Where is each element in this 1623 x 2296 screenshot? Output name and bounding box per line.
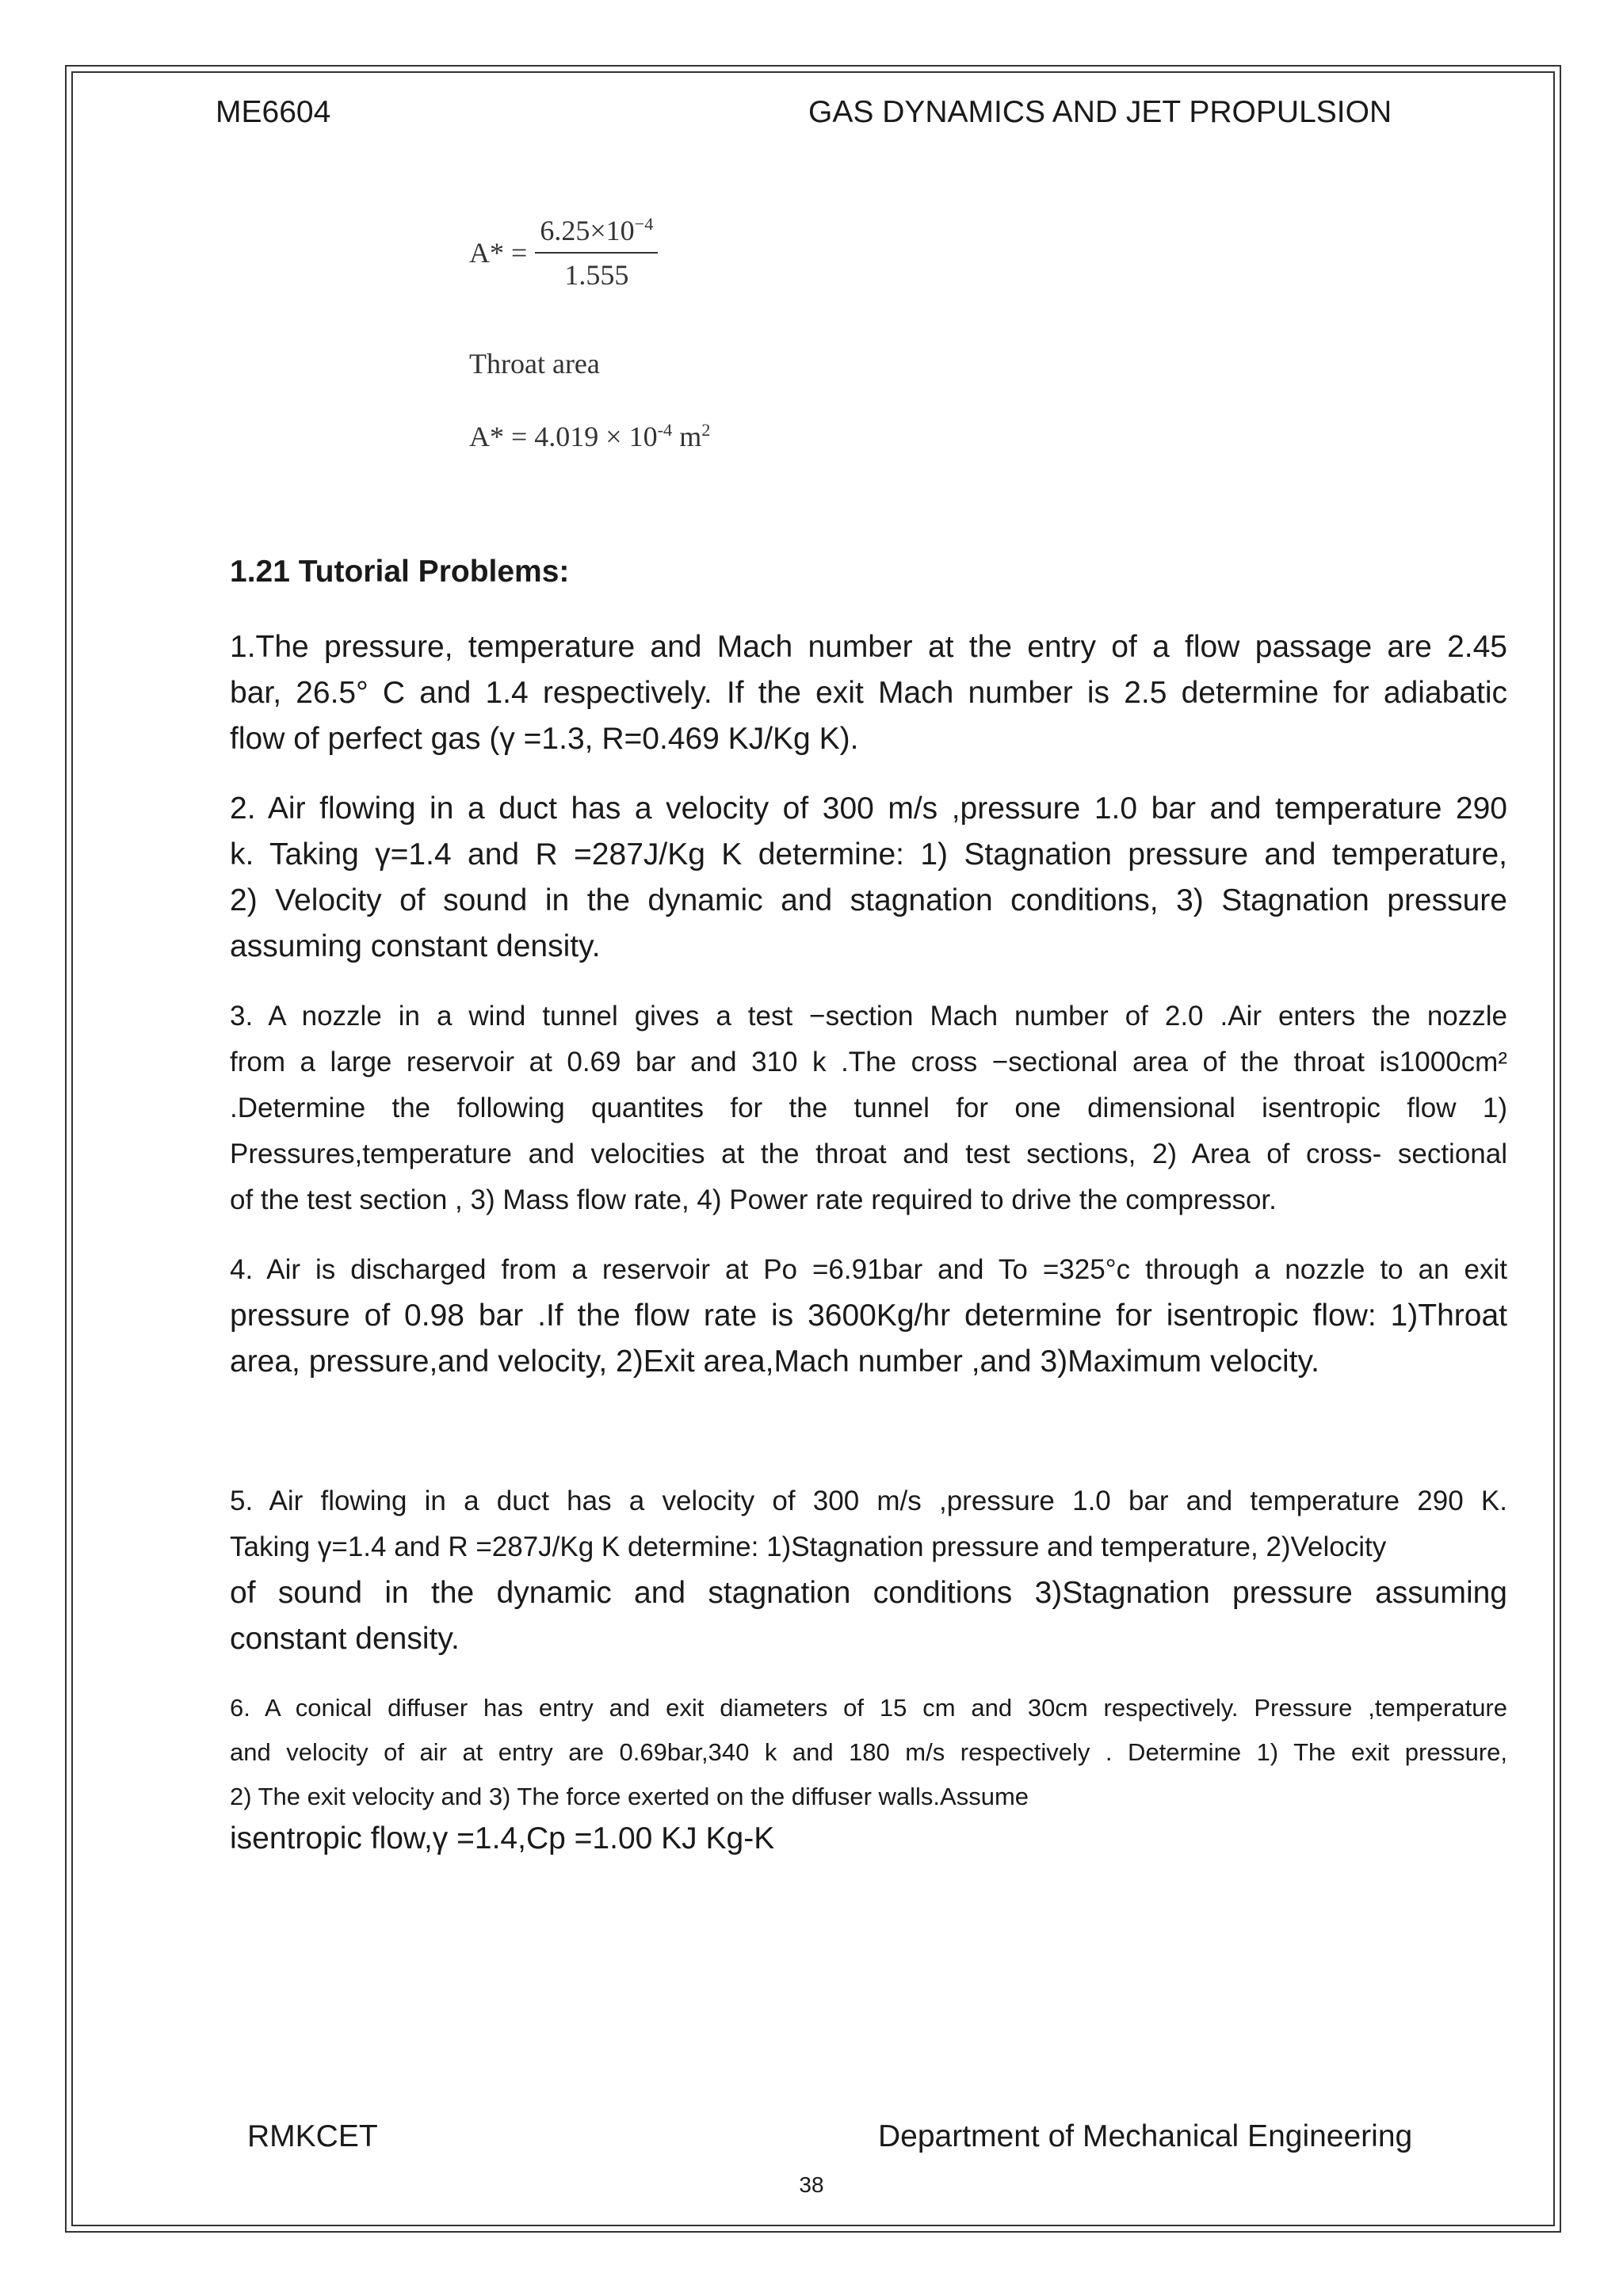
problem-5-line: Taking γ=1.4 and R =287J/Kg K determine: 1)Stagnation pressure and temperature, 2)Velocity [230, 1531, 1387, 1562]
throat-area-label: Throat area [469, 348, 600, 379]
throat-eq-base: A* = 4.019 × 10 [469, 421, 658, 452]
problem-6-line: isentropic flow,γ =1.4,Cp =1.00 KJ Kg-K [230, 1821, 775, 1855]
problem-2-line: 2) Velocity of sound in the dynamic and stagnation conditions, 3) Stagnation pressure [230, 883, 1507, 917]
problem-4-first-line [230, 1247, 1507, 1293]
problem-2 [230, 786, 1507, 970]
problem-5-line: constant density. [230, 1622, 460, 1656]
problem-3-line: 3. A nozzle in a wind tunnel gives a test −section Mach number of 2.0 .Air enters the nozzle [230, 1001, 1507, 1032]
problem-3 [230, 994, 1507, 1223]
astar-denominator: 1.555 [564, 259, 629, 291]
header-course-code: ME6604 [216, 95, 331, 129]
problem-6-small [230, 1686, 1507, 1819]
problem-5-large [230, 1570, 1507, 1662]
problem-3-line: of the test section , 3) Mass flow rate, 4) Power rate required to drive the compressor. [230, 1184, 1277, 1215]
problem-3-line: .Determine the following quantites for the tunnel for one dimensional isentropic flow 1) [230, 1093, 1507, 1123]
throat-eq-exp: -4 [657, 420, 673, 440]
astar-num-exp: −4 [634, 214, 654, 234]
problem-4-line: area, pressure,and velocity, 2)Exit area,Mach number ,and 3)Maximum velocity. [230, 1344, 1319, 1379]
problem-6-line: 2) The exit velocity and 3) The force exerted on the diffuser walls.Assume [230, 1783, 1029, 1810]
astar-formula [469, 214, 658, 292]
problem-5-line: 5. Air flowing in a duct has a velocity of 300 m/s ,pressure 1.0 bar and temperature 290 K. [230, 1486, 1507, 1516]
astar-lhs: A* = [469, 237, 528, 269]
astar-fraction [535, 214, 658, 292]
problem-6-line: 6. A conical diffuser has entry and exit diameters of 15 cm and 30cm respectively. Pressure ,temperature [230, 1694, 1507, 1722]
astar-num-base: 6.25×10 [540, 215, 635, 246]
problem-3-line: Pressures,temperature and velocities at the throat and test sections, 2) Area of cross- sectional [230, 1138, 1507, 1169]
throat-area-equation [469, 420, 710, 453]
problem-1-line: 1.The pressure, temperature and Mach number at the entry of a flow passage are 2.45 [230, 630, 1507, 664]
problem-2-line: assuming constant density. [230, 929, 601, 963]
footer-institution: RMKCET [247, 2119, 378, 2153]
footer-department: Department of Mechanical Engineering [878, 2119, 1413, 2153]
throat-eq-unit-exp: 2 [701, 420, 711, 440]
problem-1 [230, 624, 1507, 762]
throat-eq-unit: m [672, 421, 702, 452]
problem-1-line: bar, 26.5° C and 1.4 respectively. If the exit Mach number is 2.5 determine for adiabatic [230, 676, 1507, 710]
problem-2-line: k. Taking γ=1.4 and R =287J/Kg K determine: 1) Stagnation pressure and temperature, [230, 837, 1507, 871]
section-title: 1.21 Tutorial Problems: [230, 555, 570, 589]
astar-numerator [535, 214, 658, 254]
problem-5-small [230, 1478, 1507, 1570]
problem-4-line: 4. Air is discharged from a reservoir at Po =6.91bar and To =325°c through a nozzle to an exit [230, 1254, 1507, 1285]
problem-5-line: of sound in the dynamic and stagnation conditions 3)Stagnation pressure assuming [230, 1576, 1507, 1610]
problem-4-line: pressure of 0.98 bar .If the flow rate is 3600Kg/hr determine for isentropic flow: 1)Throat [230, 1299, 1507, 1333]
header-course-title: GAS DYNAMICS AND JET PROPULSION [808, 95, 1392, 129]
problem-2-line: 2. Air flowing in a duct has a velocity of 300 m/s ,pressure 1.0 bar and temperature 290 [230, 791, 1507, 826]
problem-4-rest [230, 1293, 1507, 1385]
problem-1-line: flow of perfect gas (γ =1.3, R=0.469 KJ/Kg K). [230, 722, 859, 756]
problem-6-large [230, 1816, 1507, 1862]
problem-6-line: and velocity of air at entry are 0.69bar,340 k and 180 m/s respectively . Determine 1) The exit pressure, [230, 1738, 1507, 1766]
page-number: 38 [799, 2172, 824, 2197]
problem-3-line: from a large reservoir at 0.69 bar and 310 k .The cross −sectional area of the throat is1000cm² [230, 1047, 1507, 1077]
